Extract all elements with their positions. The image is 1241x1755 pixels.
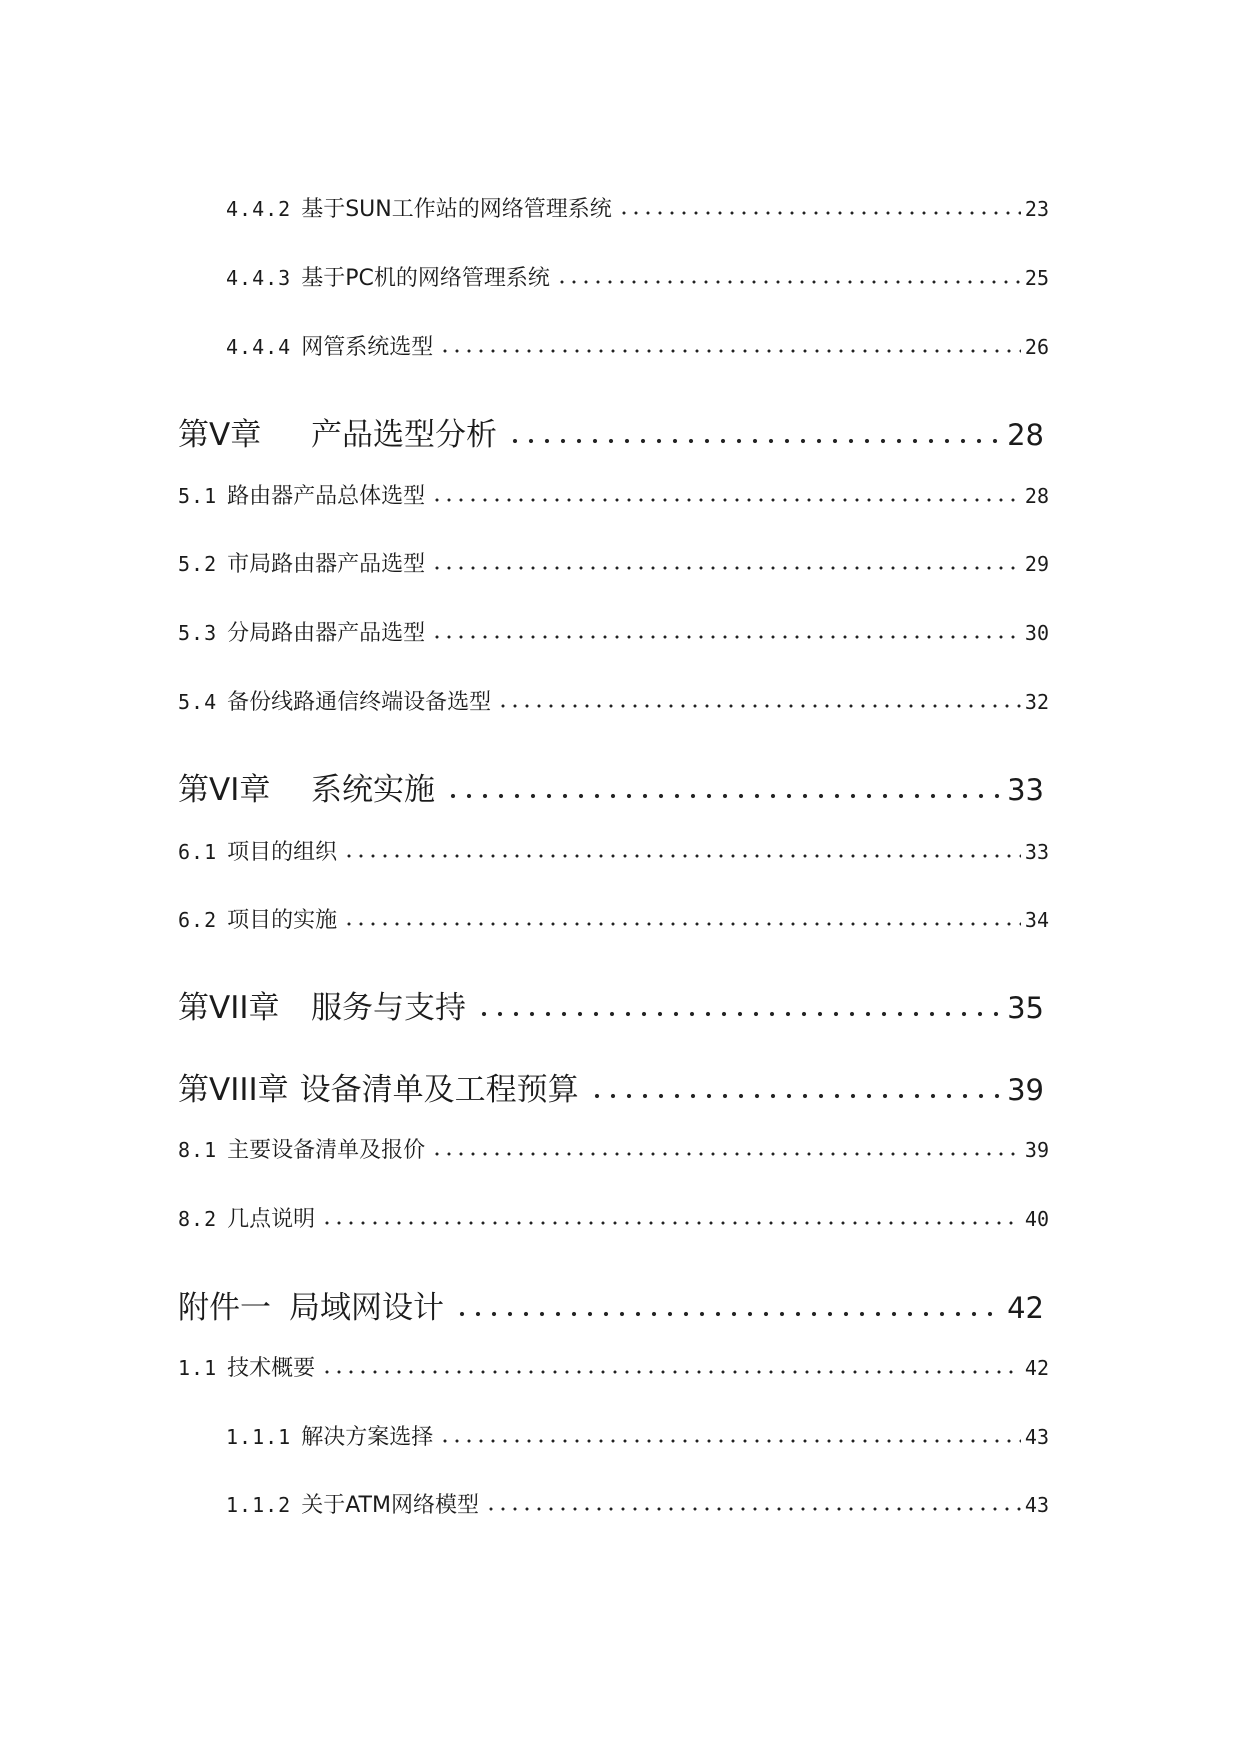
dot-leader: [431, 565, 1021, 571]
toc-entry: [178, 1133, 1049, 1173]
toc-entry-page: 33: [1024, 840, 1049, 864]
dot-leader: [439, 348, 1021, 354]
toc-entry-title: 关于ATM网络模型: [301, 1493, 479, 1518]
toc-entry-number: 8.2: [178, 1207, 218, 1231]
dot-leader: [485, 1506, 1021, 1512]
toc-entry-title: 主要设备清单及报价: [227, 1138, 426, 1163]
dot-leader: [343, 853, 1021, 859]
toc-chapter-title: 系统实施: [311, 772, 435, 808]
toc-entry-title: 备份线路通信终端设备选型: [227, 690, 492, 715]
toc-entry-number: 5.1: [178, 484, 218, 508]
toc-entry: [178, 547, 1049, 587]
toc-chapter-number: 第VI章: [178, 772, 271, 808]
toc-entry-number: 4.4.2: [226, 197, 292, 221]
toc-chapter-title: 服务与支持: [311, 990, 466, 1026]
toc-entry-title: 分局路由器产品选型: [227, 621, 426, 646]
toc-entry-title: 项目的组织: [227, 840, 338, 865]
toc-entry-page: 40: [1024, 1207, 1049, 1231]
toc-entry-number: 5.4: [178, 690, 218, 714]
toc-entry: [178, 903, 1049, 943]
toc-entry-page: 43: [1024, 1493, 1049, 1517]
dot-leader: [497, 703, 1021, 709]
toc-entry-page: 32: [1024, 690, 1049, 714]
toc-entry-title: 解决方案选择: [301, 1425, 434, 1450]
toc-entry-number: 5.3: [178, 621, 218, 645]
toc-entry-number: 4.4.3: [226, 266, 292, 290]
toc-chapter-entry: [178, 982, 1044, 1026]
toc-annex-page: 42: [1007, 1291, 1044, 1325]
toc-entry: [178, 1351, 1049, 1391]
toc-entry-title: 项目的实施: [227, 908, 338, 933]
toc-entry-title: 网管系统选型: [301, 335, 434, 360]
dot-leader: [439, 1438, 1021, 1444]
dot-leader: [431, 497, 1021, 503]
toc-chapter-page: 39: [1007, 1073, 1044, 1107]
toc-entry-page: 39: [1024, 1138, 1049, 1162]
toc-entry-title: 基于PC机的网络管理系统: [301, 266, 550, 291]
toc-entry-page: 34: [1024, 908, 1049, 932]
dot-leader: [445, 792, 1003, 800]
toc-chapter-title: 产品选型分析: [311, 417, 497, 453]
toc-entry-title: 路由器产品总体选型: [227, 484, 426, 509]
toc-entry: [226, 192, 1049, 232]
toc-entry-number: 1.1: [178, 1356, 218, 1380]
toc-annex-entry: [178, 1282, 1044, 1326]
toc-entry: [226, 330, 1049, 370]
toc-entry-page: 23: [1024, 197, 1049, 221]
toc-annex-number: 附件一: [178, 1290, 271, 1326]
toc-entry-page: 28: [1024, 484, 1049, 508]
toc-chapter-number: 第VII章: [178, 990, 280, 1026]
toc-entry-number: 1.1.2: [226, 1493, 292, 1517]
toc-entry-number: 5.2: [178, 552, 218, 576]
toc-chapter-page: 35: [1007, 991, 1044, 1025]
toc-entry: [226, 1488, 1049, 1528]
toc-entry-title: 技术概要: [227, 1356, 316, 1381]
toc-entry-page: 26: [1024, 335, 1049, 359]
toc-chapter-entry: [178, 409, 1044, 453]
dot-leader: [476, 1010, 1003, 1018]
toc-entry: [178, 835, 1049, 875]
toc-entry-title: 市局路由器产品选型: [227, 552, 426, 577]
toc-annex-title: 局域网设计: [289, 1290, 444, 1326]
toc-entry-number: 6.2: [178, 908, 218, 932]
toc-chapter-entry: [178, 1064, 1044, 1108]
toc-chapter-number: 第V章: [178, 417, 262, 453]
toc-entry: [226, 1420, 1049, 1460]
toc-chapter-title: 设备清单及工程预算: [299, 1072, 579, 1108]
dot-leader: [321, 1220, 1021, 1226]
dot-leader: [343, 921, 1021, 927]
dot-leader: [507, 437, 1003, 445]
toc-entry-page: 30: [1024, 621, 1049, 645]
dot-leader: [556, 279, 1021, 285]
toc-entry-page: 25: [1024, 266, 1049, 290]
toc-entry-title: 几点说明: [227, 1207, 316, 1232]
dot-leader: [321, 1369, 1021, 1375]
toc-entry-page: 29: [1024, 552, 1049, 576]
dot-leader: [618, 210, 1021, 216]
dot-leader: [589, 1092, 1003, 1100]
toc-entry-number: 4.4.4: [226, 335, 292, 359]
toc-entry: [178, 616, 1049, 656]
toc-entry: [178, 685, 1049, 725]
dot-leader: [431, 1151, 1021, 1157]
toc-entry-title: 基于SUN工作站的网络管理系统: [301, 197, 612, 222]
toc-entry-number: 6.1: [178, 840, 218, 864]
toc-entry-page: 43: [1024, 1425, 1049, 1449]
toc-chapter-page: 33: [1007, 773, 1044, 807]
toc-entry: [178, 1202, 1049, 1242]
toc-chapter-page: 28: [1007, 418, 1044, 452]
toc-entry: [178, 479, 1049, 519]
dot-leader: [431, 634, 1021, 640]
dot-leader: [454, 1310, 1003, 1318]
toc-entry-number: 1.1.1: [226, 1425, 292, 1449]
toc-entry: [226, 261, 1049, 301]
toc-chapter-number: 第VIII章: [178, 1072, 289, 1108]
toc-entry-number: 8.1: [178, 1138, 218, 1162]
toc-entry-page: 42: [1024, 1356, 1049, 1380]
toc-chapter-entry: [178, 764, 1044, 808]
